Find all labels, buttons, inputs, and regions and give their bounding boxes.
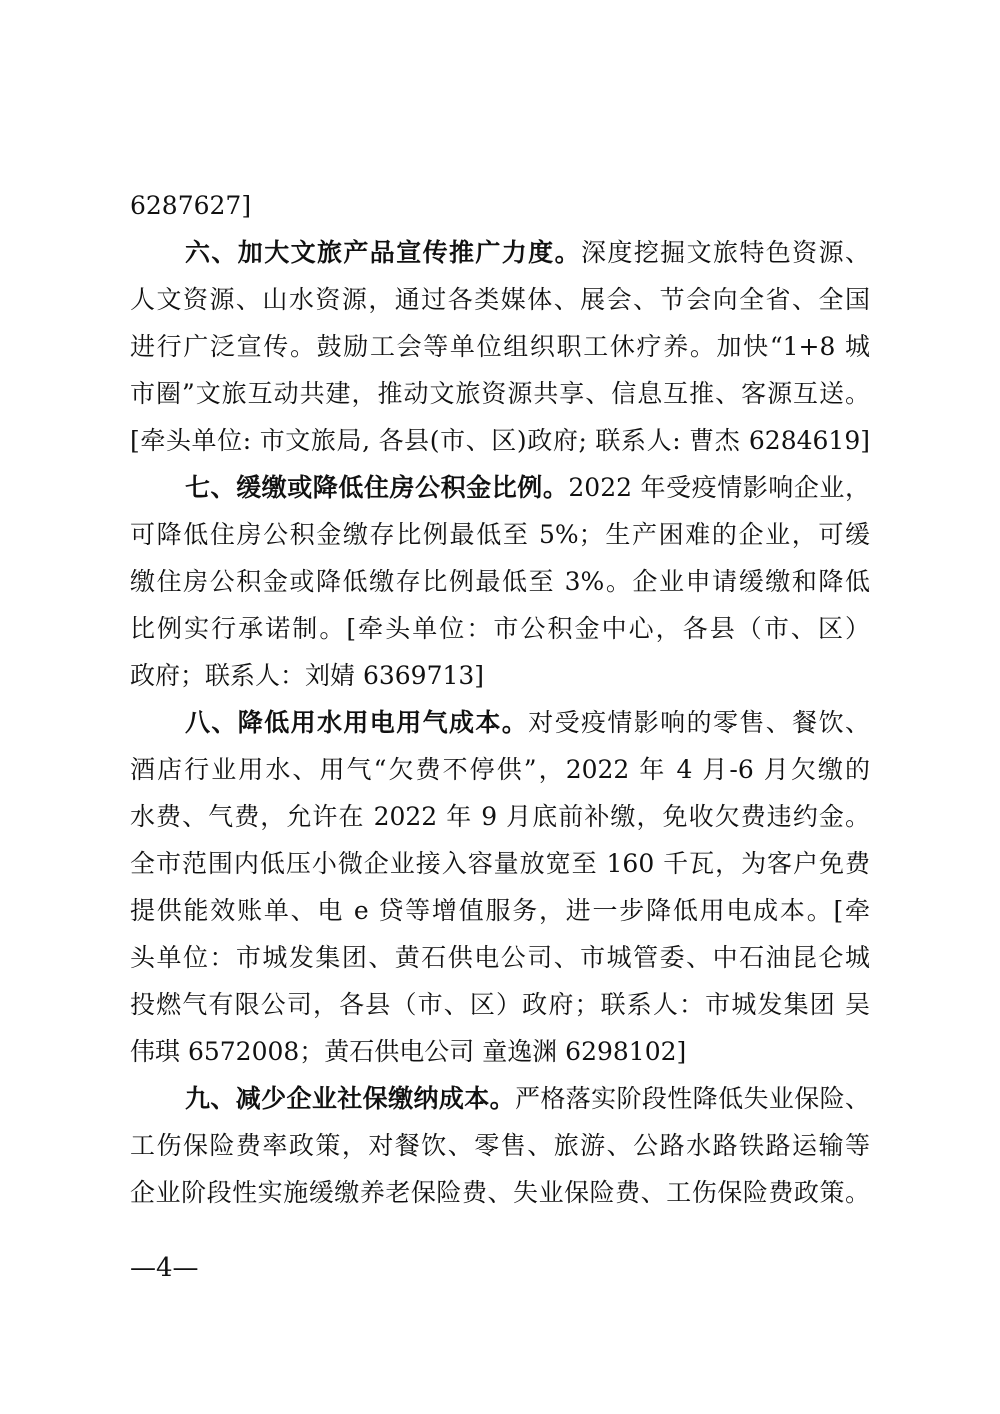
section-heading: 七、缓缴或降低住房公积金比例。: [185, 473, 569, 502]
body-line: 酒店行业用水、用气“欠费不停供”，2022 年 4 月-6 月欠缴的: [130, 755, 870, 784]
body-line: [牵头单位: 市文旅局, 各县(市、区)政府; 联系人: 曹杰 6284619]: [130, 426, 870, 455]
body-text: 对受疫情影响的零售、餐饮、: [528, 708, 870, 737]
body-text: 严格落实阶段性降低失业保险、: [515, 1084, 870, 1113]
carryover-line: 6287627]: [130, 191, 252, 220]
section-first-line: [130, 699, 870, 746]
body-line: 政府；联系人：刘婧 6369713]: [130, 661, 485, 690]
body-line: 进行广泛宣传。鼓励工会等单位组织职工休疗养。加快“1+8 城: [130, 332, 870, 361]
body-line: 市圈”文旅互动共建，推动文旅资源共享、信息互推、客源互送。: [130, 379, 870, 408]
section-heading: 六、加大文旅产品宣传推广力度。: [185, 238, 581, 267]
body-line: 人文资源、山水资源，通过各类媒体、展会、节会向全省、全国: [130, 285, 870, 314]
body-text: 深度挖掘文旅特色资源、: [580, 238, 870, 267]
section-heading: 九、减少企业社保缴纳成本。: [185, 1084, 515, 1113]
body-text-block: [130, 182, 870, 1216]
section-first-line: [130, 229, 870, 276]
section-heading: 八、降低用水用电用气成本。: [185, 708, 529, 737]
body-line: 比例实行承诺制。[牵头单位：市公积金中心，各县（市、区）: [130, 614, 870, 643]
body-line: 提供能效账单、电 e 贷等增值服务，进一步降低用电成本。[牵: [130, 896, 870, 925]
section-first-line: [130, 1075, 870, 1122]
body-line: 投燃气有限公司，各县（市、区）政府；联系人：市城发集团 吴: [130, 990, 870, 1019]
body-line: 伟琪 6572008；黄石供电公司 童逸渊 6298102]: [130, 1037, 687, 1066]
body-line: 缴住房公积金或降低缴存比例最低至 3%。企业申请缓缴和降低: [130, 567, 870, 596]
page-number: —4—: [130, 1253, 199, 1283]
section-first-line: [130, 464, 870, 511]
body-line: 可降低住房公积金缴存比例最低至 5%；生产困难的企业，可缓: [130, 520, 870, 549]
body-line: 企业阶段性实施缓缴养老保险费、失业保险费、工伤保险费政策。: [130, 1178, 870, 1207]
body-text: 2022 年受疫情影响企业，: [568, 473, 870, 502]
body-line: 全市范围内低压小微企业接入容量放宽至 160 千瓦，为客户免费: [130, 849, 870, 878]
body-line: 工伤保险费率政策，对餐饮、零售、旅游、公路水路铁路运输等: [130, 1131, 870, 1160]
body-line: 水费、气费，允许在 2022 年 9 月底前补缴，免收欠费违约金。: [130, 802, 870, 831]
body-line: 头单位：市城发集团、黄石供电公司、市城管委、中石油昆仑城: [130, 943, 870, 972]
